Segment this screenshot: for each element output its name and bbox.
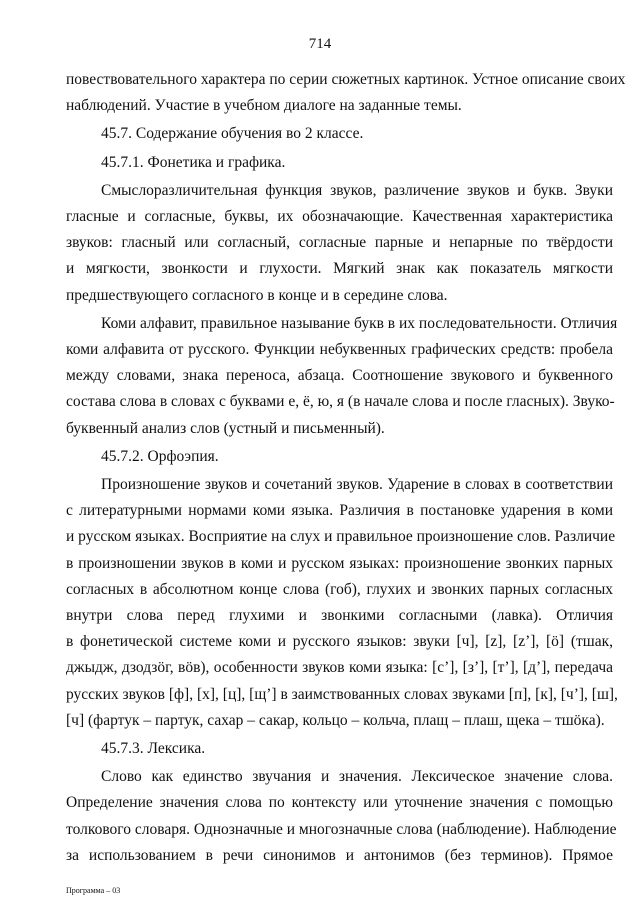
section-heading: 45.7.3. Лексика. [101,740,206,758]
text-line: согласных в абсолютном конце слова (гоб), глухих и звонких парных согласных [66,580,613,598]
paragraph [66,311,618,442]
text-line: повествовательного характера по серии сюжетных картинок. Устное описание своих [66,71,626,88]
text-line: за использованием в речи синонимов и антонимов (без терминов). Прямое [66,846,613,864]
text-line: и русском языках. Восприятие на слух и правильное произношение слов. Различие [66,528,616,546]
paragraph [66,67,626,119]
text-line: в произношении звуков в коми и русском языках: произношение звонких парных [66,554,613,572]
body-text [66,67,626,871]
text-line: наблюдений. Участие в учебном диалоге на заданные темы. [66,97,462,115]
section-heading: 45.7.2. Орфоэпия. [101,447,219,465]
text-line: Произношение звуков и сочетаний звуков. Ударение в словах в соответствии [101,476,613,494]
text-line: внутри слова перед глухими и звонкими согласными (лавка). Отличия [66,607,613,625]
text-line: Определение значения слова по контексту или уточнение значения с помощью [66,794,613,812]
text-line: между словами, знака переноса, абзаца. Соотношение звукового и буквенного [66,367,613,385]
section-heading: 45.7.1. Фонетика и графика. [101,153,286,171]
text-line: Смыслоразличительная функция звуков, различение звуков и букв. Звуки [101,181,613,199]
text-line: звуков: гласный или согласный, согласные парные и непарные по твёрдости [66,234,613,252]
text-line: гласные и согласные, буквы, их обозначающие. Качественная характеристика [66,208,613,226]
footer-note: Программа – 03 [66,886,121,895]
text-line: буквенный анализ слов (устный и письменный). [66,419,385,437]
text-line: русских звуков [ф], [х], [ц], [щ’] в заимствованных словах звуками [п], [к], [ч’], [ш], [66,685,618,703]
paragraph [66,178,613,309]
text-line: Слово как единство звучания и значения. Лексическое значение слова. [101,768,613,786]
page-number: 714 [308,36,332,52]
text-line: джыдж, дзодзӧг, вӧв), особенности звуков коми языка: [с’], [з’], [т’], [д’], передача [66,659,613,677]
text-line: [ч] (фартук – партук, сахар – сакар, кольцо – кольча, плащ – плаш, щека – тшӧка). [66,711,605,729]
text-line: коми алфавита от русского. Функции небуквенных графических средств: пробела [66,341,613,359]
text-line: толкового словаря. Однозначные и многозначные слова (наблюдение). Наблюдение [66,820,617,838]
text-line: и мягкости, звонкости и глухости. Мягкий знак как показатель мягкости [66,260,613,278]
paragraph [66,764,617,869]
section-heading: 45.7. Содержание обучения во 2 классе. [101,125,364,143]
text-line: предшествующего согласного в конце и в середине слова. [66,286,448,304]
text-line: в фонетической системе коми и русского языков: звуки [ч], [z], [z’], [ӧ] (тшак, [66,633,613,651]
text-line: с литературными нормами коми языка. Различия в постановке ударения в коми [66,502,613,520]
text-line: состава слова в словах с буквами е, ё, ю, я (в начале слова и после гласных). Звуко- [66,393,615,411]
text-line: Коми алфавит, правильное называние букв в их последовательности. Отличия [101,314,618,332]
paragraph [66,472,618,734]
